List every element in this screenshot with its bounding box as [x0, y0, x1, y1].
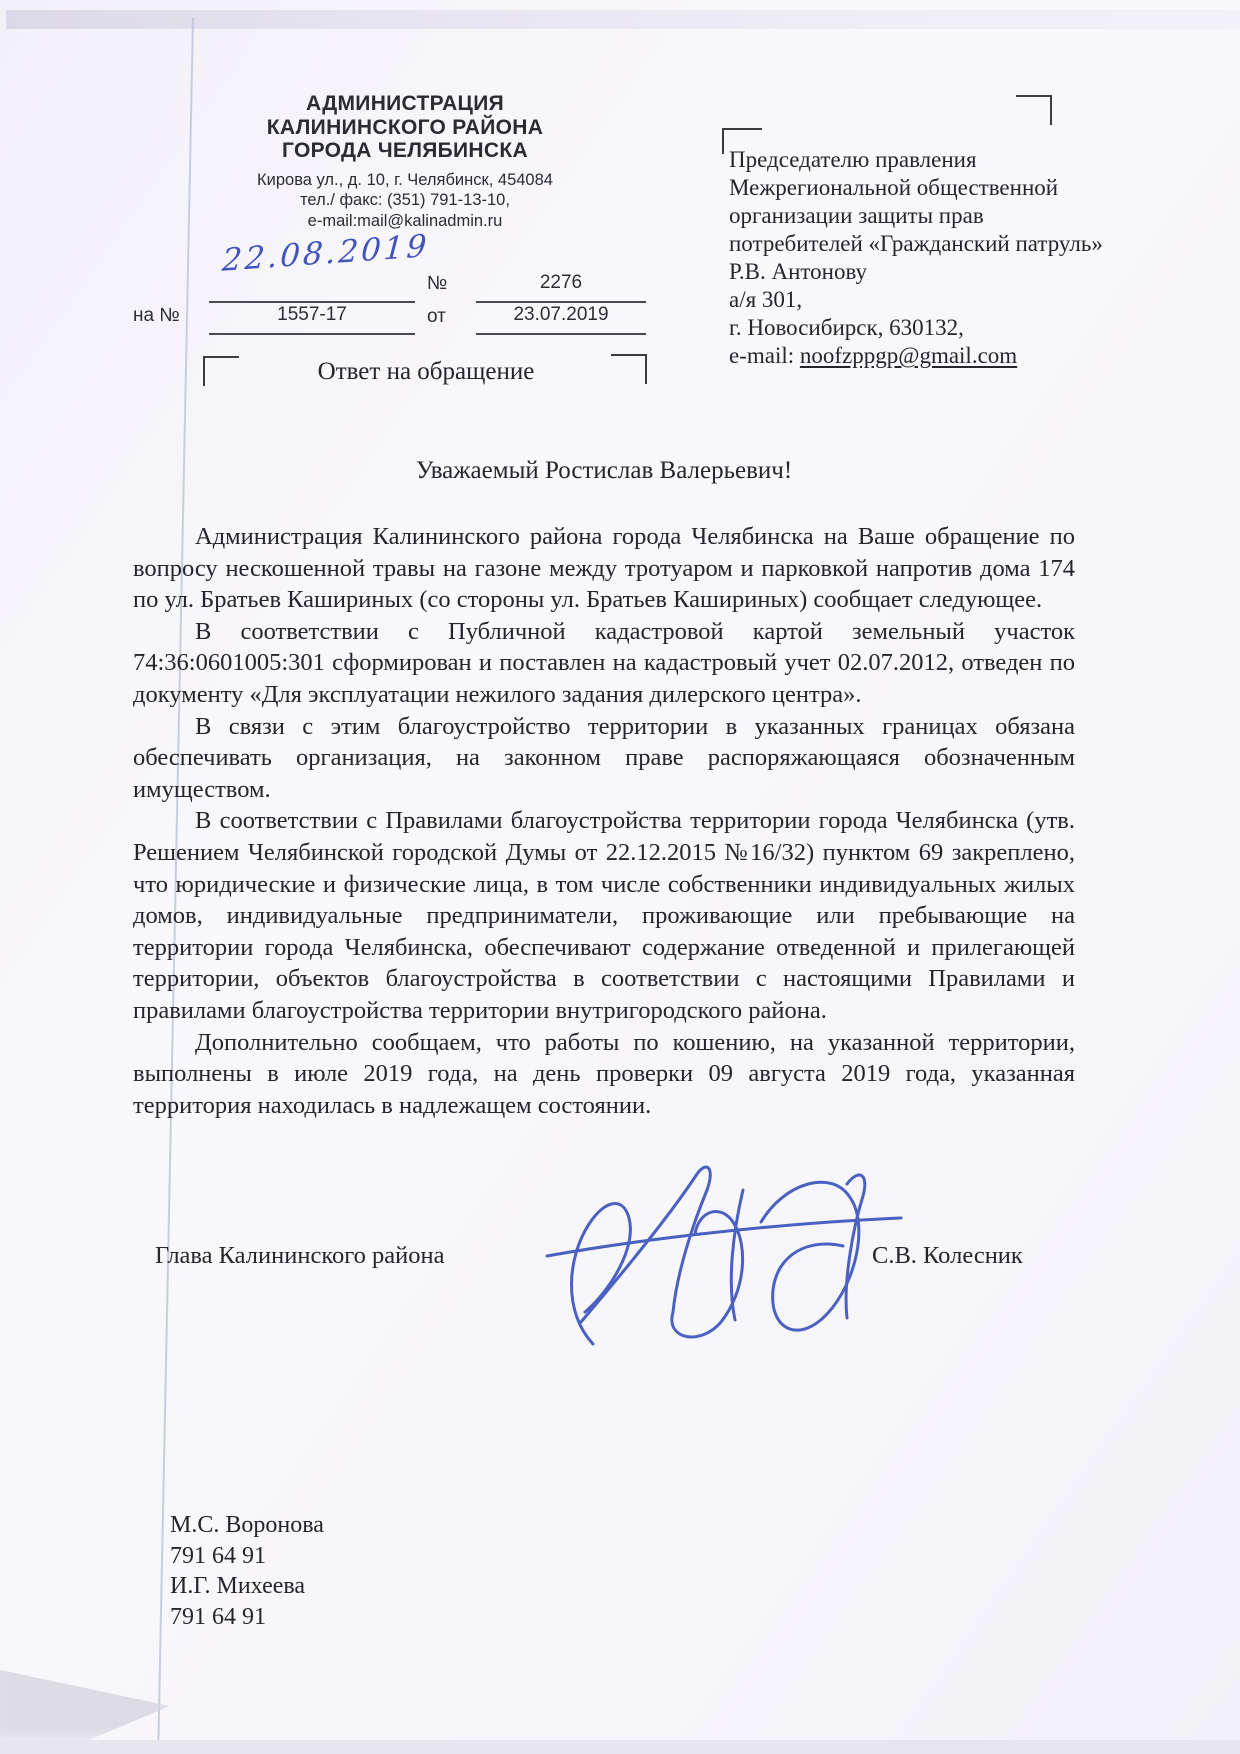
from-date-label: от [427, 306, 446, 327]
number-underline [476, 301, 646, 303]
reply-to-number-value: 1557-17 [277, 304, 347, 325]
outgoing-number-value: 2276 [539, 272, 583, 293]
from-date-underline [476, 333, 646, 335]
letterhead-org-line2: КАЛИНИНСКОГО РАЙОНА [266, 115, 544, 139]
recipient-line: г. Новосибирск, 630132, [729, 315, 964, 340]
number-label: № [427, 273, 448, 294]
recipient-email-address: noofzppgp@gmail.com [799, 343, 1018, 368]
reply-to-number-label: на № [133, 305, 180, 326]
letterhead-address: Кирова ул., д. 10, г. Челябинск, 454084 [257, 170, 553, 189]
letterhead-org-line3: ГОРОДА ЧЕЛЯБИНСКА [282, 139, 528, 162]
salutation: Уважаемый Ростислав Валерьевич! [415, 457, 793, 484]
recipient-line: Межрегиональной общественной [729, 175, 1059, 200]
executors-block [170, 1510, 324, 1632]
scan-edge-shadow-bottom [0, 1740, 1240, 1754]
from-date-value: 23.07.2019 [513, 304, 609, 325]
recipient-line: а/я 301, [729, 287, 803, 312]
body-paragraph: В связи с этим благоустройство территории в указанных границах обязана обеспечивать организация, на законном праве распоряжающаяся обозначенным имуществом. [133, 712, 1075, 803]
recipient-email-label: e-mail: [729, 343, 800, 368]
reply-number-underline [209, 333, 415, 335]
executor-name: И.Г. Михеева [170, 1573, 306, 1599]
letterhead [190, 92, 620, 231]
body-paragraph: В соответствии с Правилами благоустройства территории города Челябинска (утв. Решением Челябинской городской Думы от 22.12.2015 №16/32) пунктом 69 закреплено, что юридические и физические лица, в том числе собственники индивидуальных жилых домов, индивидуальные предприниматели, проживающие или пребывающие на территории города Челябинска, обеспечивают содержание отведенной и прилегающей территории, объектов благоустройства в соответствии с настоящими Правилами и правилами благоустройства территории внутригородского района. [133, 807, 1075, 1024]
recipient-line: Р.В. Антонову [729, 259, 868, 284]
body-paragraph: В соответствии с Публичной кадастровой картой земельный участок 74:36:0601005:301 сформирован и поставлен на кадастровый учет 02.07.2012, отведен по документу «Для эксплуатации нежилого задания дилерского центра». [133, 617, 1075, 708]
signer-position: Глава Калининского района [155, 1242, 445, 1269]
scan-shadow-bottom-left [0, 1655, 170, 1740]
executor-phone: 791 64 91 [170, 1542, 266, 1569]
recipient-line: Председателю правления [729, 147, 977, 172]
corner-mark-subject-left [203, 356, 239, 386]
recipient-line: организации защиты прав [729, 203, 984, 228]
date-underline [209, 301, 415, 303]
executor-name: М.С. Воронова [170, 1512, 324, 1538]
letterhead-org-line1: АДМИНИСТРАЦИЯ [306, 92, 504, 115]
corner-mark-recipient-right [1016, 95, 1052, 125]
letter-body [133, 521, 1075, 1121]
corner-mark-subject-right [611, 354, 647, 384]
handwritten-signature [545, 1160, 915, 1355]
recipient-block [729, 146, 1149, 370]
executor-phone: 791 64 91 [170, 1603, 266, 1630]
subject-line: Ответ на обращение [317, 358, 535, 385]
signer-name: С.В. Колесник [872, 1242, 1023, 1269]
body-paragraph: Дополнительно сообщаем, что работы по кошению, на указанной территории, выполнены в июле 2019 года, на день проверки 09 августа 2019 года, указанная территория находилась в надлежащем состоянии. [133, 1028, 1075, 1119]
letterhead-email: e-mail:mail@kalinadmin.ru [307, 211, 503, 230]
letterhead-phone: тел./ факс: (351) 791-13-10, [300, 191, 510, 209]
recipient-line: потребителей «Гражданский патруль» [729, 231, 1103, 256]
body-paragraph: Администрация Калининского района города Челябинска на Ваше обращение по вопросу нескошенной травы на газоне между тротуаром и парковкой напротив дома 174 по ул. Братьев Кашириных (со стороны ул. Братьев Кашириных) сообщает следующее. [133, 523, 1075, 614]
handwritten-outgoing-date: 22.08.2019 [220, 228, 431, 279]
recipient-email-line [729, 342, 1149, 370]
